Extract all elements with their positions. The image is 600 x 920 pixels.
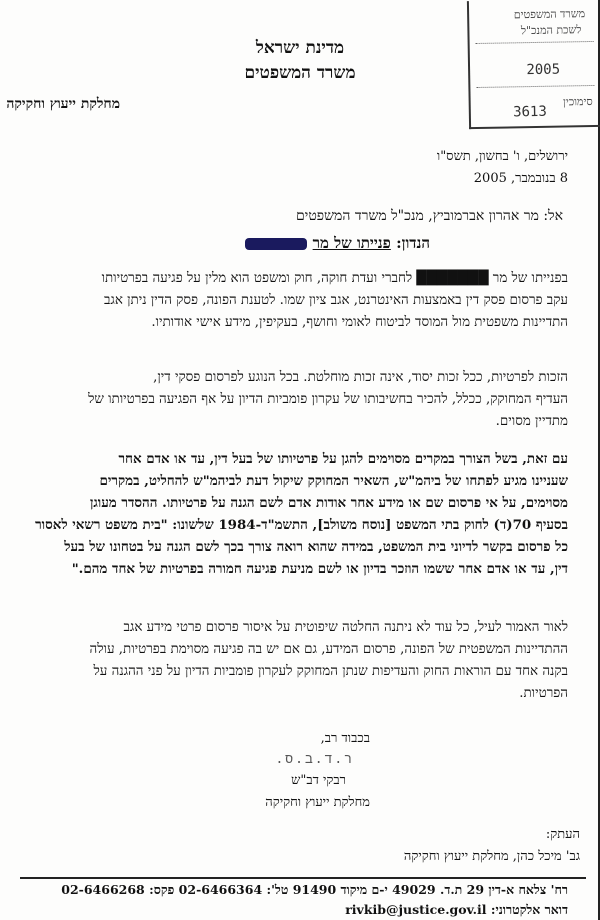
- paragraph-line: בסעיף 70(ד) לחוק בתי המשפט [נוסח משולב], התשמ"ד-1984 שלשונו: "בית משפט רשאי לאסור: [35, 517, 568, 533]
- redaction-mark: [245, 238, 307, 250]
- signature: ר.ד.ב.ס.: [275, 752, 354, 767]
- paragraph-line: העדיף המחוקק, ככלל, להכיר בחשיבותו של עקרון פומביות הדיון על אף הפגיעה בפרטיותו של: [88, 392, 568, 407]
- paragraph-line: כל פרסום בקשר לדיוני בית המשפט, במידה שהוא רואה צורך בכך לשם הגנה על בטחונו של בעל: [64, 539, 568, 555]
- paragraph-line: דין, עד או אדם אחר ששמו הוזכר בדיון או לשם מניעת פגיעה חמורה בפרטיות של אחד מהם.": [71, 561, 568, 577]
- footer-email: דואר אלקטרוני: rivkib@justice.gov.il: [345, 902, 568, 917]
- subject-text: פנייתו של מר: [312, 234, 391, 252]
- paragraph-line: בקנה אחד עם הוראות החוק והעדיפות שנתן המחוקק לעקרון פומביות הדיון על פני ההגנה על: [93, 664, 568, 679]
- stamp-line-2: לשכת המנכ"ל: [520, 23, 582, 38]
- stamp-line-1: משרד המשפטים: [513, 7, 586, 22]
- letterhead-state: מדינת ישראל: [255, 38, 345, 58]
- date-gregorian: 8 בנובמבר, 2005: [473, 171, 568, 186]
- stamp-date: 2005: [526, 61, 561, 79]
- date-hebrew: ירושלים, ו' בחשון, תשס"ו: [436, 149, 568, 164]
- paragraph-line: עקב פרסום פסק דין באמצעות האינטרנט, אגב ציון שמו. לטענת הפונה, פסק הדין ניתן אגב: [103, 293, 568, 308]
- paragraph-line: הזכות לפרטיות, ככל זכות יסוד, אינה זכות מוחלטת. בכל הנוגע לפרסום פסקי דין,: [153, 370, 568, 385]
- signer-department: מחלקת ייעוץ וחקיקה: [265, 795, 370, 810]
- paragraph-3: [20, 448, 568, 580]
- paragraph-1: [20, 268, 568, 334]
- recipient-line: אל: מר אהרון אברמוביץ, מנכ"ל משרד המשפטים: [295, 208, 563, 224]
- paragraph-line: לאור האמור לעיל, כל עוד לא ניתנה החלטה שיפוטית על איסור פרסום פרטי מידע אגב: [123, 620, 568, 635]
- paragraph-line: שעניינו מגיע לפתחו של ביהמ"ש, השאיר המחוקק שיקול דעת לביהמ"ש להחליט, במקרים: [99, 473, 568, 489]
- stamp-ref: 3613: [512, 103, 547, 121]
- subject-line: [245, 234, 430, 253]
- paragraph-line: מתדיין מסוים.: [495, 414, 568, 429]
- footer-divider: [20, 877, 586, 879]
- paragraph-line: מסוימים, על אי פרסום שם או מידע אחר אודות אדם לשם הגנה על פרטיותו. ההסדר מעוגן: [89, 495, 568, 511]
- paragraph-4: [20, 617, 568, 705]
- paragraph-line: ההתדיינות המשפטית של הפונה, פרסום המידע, גם אם יש בה פגיעה מסוימת בפרטיות, עולה: [89, 642, 568, 657]
- paragraph-line: התדיינות משפטית מול המוסד לביטוח לאומי וחושף, בעקיפין, מידע אישי אודותיו.: [151, 315, 568, 330]
- stamp-line-3: סימוכין: [563, 94, 593, 109]
- paragraph-line: עם זאת, בשל הצורך במקרים מסוימים להגן על פרטיותו של בעל דין, עד או אדם אחר: [118, 451, 568, 467]
- cc-recipient: גב' מיכל כהן, מחלקת ייעוץ וחקיקה: [403, 849, 580, 864]
- received-stamp: [467, 0, 600, 129]
- paragraph-line: הפרטיות.: [519, 686, 568, 701]
- cc-label: העתק:: [545, 827, 580, 842]
- paragraph-2: [20, 367, 568, 433]
- footer-address: רח' צלאח א-דין 29 ת.ד. 49029 י-ם מיקוד 91490 טל': 02-6466364 פקס: 02-6466268: [61, 882, 568, 897]
- subject-label: הנדון:: [396, 234, 430, 252]
- signer-name: רבקי דב"ש: [291, 773, 346, 788]
- paragraph-line: בפנייתו של מר ███████ לחברי ועדת חוקה, חוק ומשפט הוא מלין על פגיעה בפרטיותו: [101, 271, 568, 286]
- closing-regards: בכבוד רב,: [320, 731, 370, 746]
- letterhead-ministry: משרד המשפטים: [244, 63, 356, 83]
- letterhead-department: מחלקת ייעוץ וחקיקה: [6, 96, 120, 112]
